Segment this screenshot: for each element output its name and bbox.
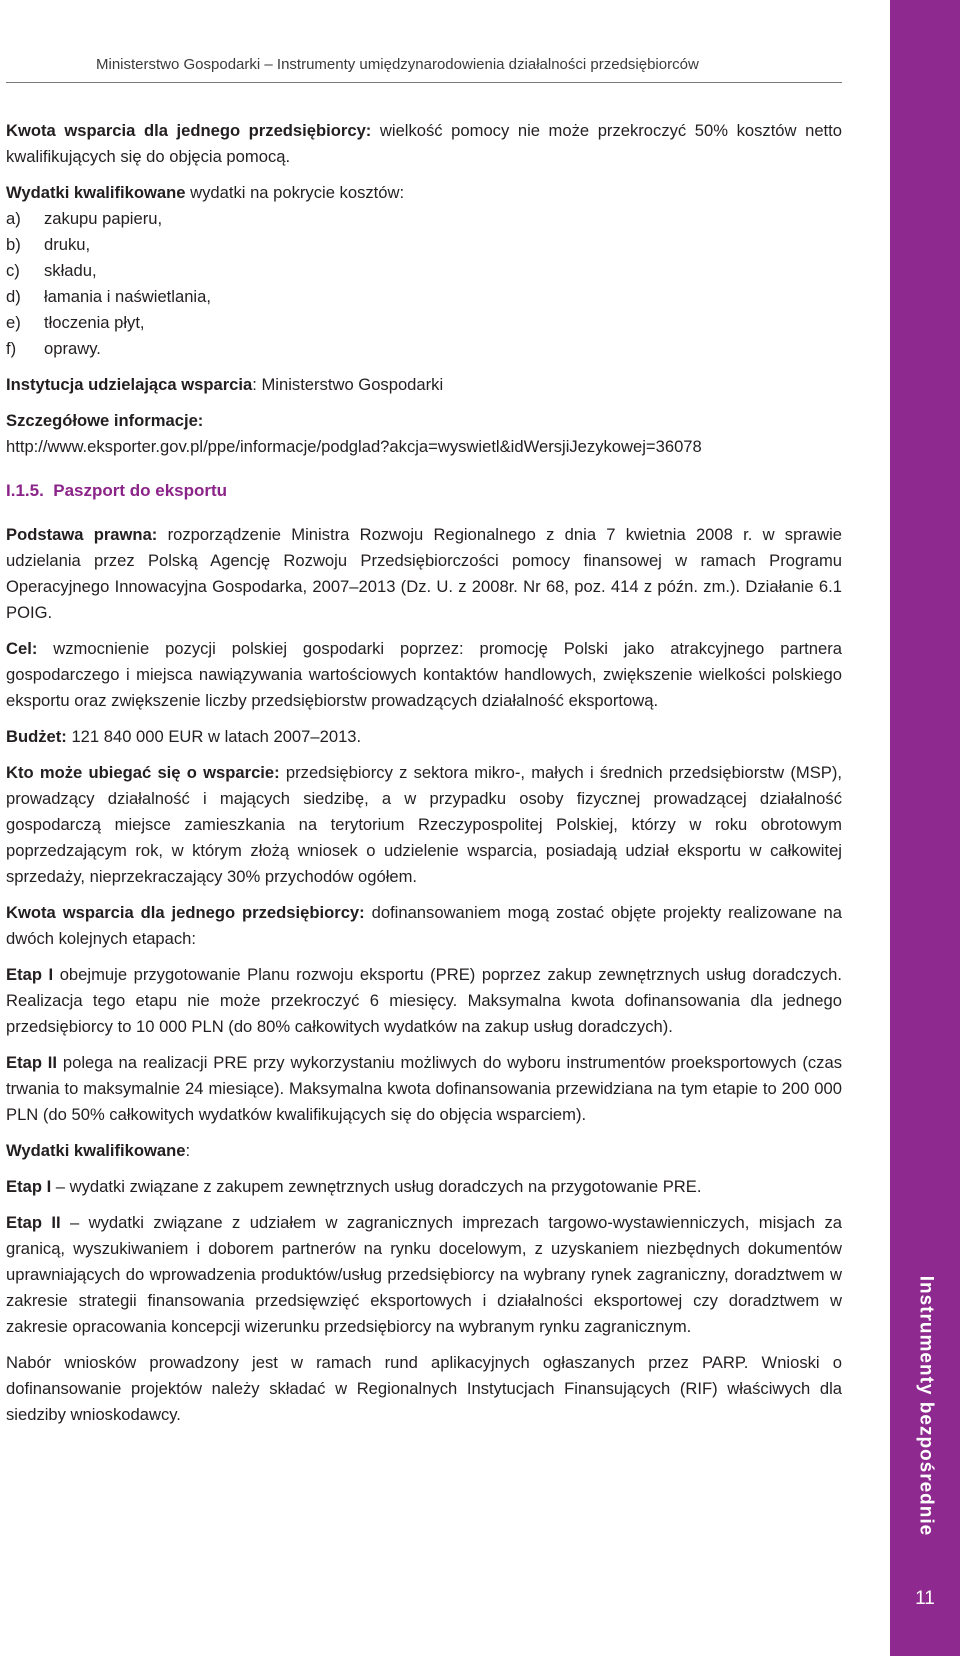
details-label: Szczegółowe informacje: (6, 411, 204, 430)
who-text: przedsiębiorcy z sektora mikro-, małych i średnich przedsiębiorstw (MSP), prowadzący działalność i mających siedzibę, a w przypadku osoby fizycznej prowadzącej działalność gospodarczą miejsce zamieszkania na terytorium Rzeczypospolitej Polskiej, którzy w roku obrotowym poprzedzającym rok, w którym złożą wniosek o udzielenie wsparcia, posiadają udział eksportu w całkowitej sprzedaży, nieprzekraczający 30% przychodów ogółem. (6, 763, 842, 886)
stage2-paragraph (6, 1050, 842, 1128)
list-item (6, 284, 842, 310)
list-text: tłoczenia płyt, (44, 313, 145, 332)
recruitment-paragraph: Nabór wniosków prowadzony jest w ramach rund aplikacyjnych ogłaszanych przez PARP. Wnioski o dofinansowanie projektów należy składać w Regionalnych Instytucjach Finansujących (RIF) właściwych dla siedziby wnioskodawcy. (6, 1353, 842, 1424)
section-number: I.1.5. (6, 481, 44, 500)
stage1-text: obejmuje przygotowanie Planu rozwoju eksportu (PRE) poprzez zakup zewnętrznych usług doradczych. Realizacja tego etapu nie może przekroczyć 6 miesięcy. Maksymalna kwota dofinansowania dla jednego przedsiębiorcy to 10 000 PLN (do 80% całkowitych wydatków na zakup usług doradczych). (6, 965, 842, 1036)
page-content (6, 118, 842, 1438)
stage2-label: Etap II (6, 1053, 58, 1072)
details-label-line (6, 408, 842, 434)
sidebar-title-wrap (890, 1256, 960, 1556)
e2-paragraph (6, 1210, 842, 1340)
eligible-text: wydatki na pokrycie kosztów: (185, 183, 405, 202)
list-text: łamania i naświetlania, (44, 287, 211, 306)
legal-label: Podstawa prawna: (6, 525, 158, 544)
running-header: Ministerstwo Gospodarki – Instrumenty umiędzynarodowienia działalności przedsiębiorców (96, 56, 699, 73)
eligibility-paragraph (6, 760, 842, 890)
eligible2-label: Wydatki kwalifikowane (6, 1141, 186, 1160)
list-text: składu, (44, 261, 97, 280)
list-text: oprawy. (44, 339, 101, 358)
list-marker: f) (6, 339, 17, 358)
list-item (6, 310, 842, 336)
e1-paragraph (6, 1174, 842, 1200)
institution-label: Instytucja udzielająca wsparcia (6, 375, 253, 394)
amount-label: Kwota wsparcia dla jednego przedsiębiorcy: (6, 121, 372, 140)
e1-text: – wydatki związane z zakupem zewnętrznych usług doradczych na przygotowanie PRE. (51, 1177, 702, 1196)
list-marker: d) (6, 287, 21, 306)
institution-text: : Ministerstwo Gospodarki (252, 375, 444, 394)
list-marker: b) (6, 235, 21, 254)
amount2-text: dofinansowaniem mogą zostać objęte projekty realizowane na dwóch kolejnych etapach: (6, 903, 842, 948)
e2-label: Etap II (6, 1213, 61, 1232)
who-label: Kto może ubiegać się o wsparcie: (6, 763, 280, 782)
list-text: druku, (44, 235, 91, 254)
section-heading (6, 478, 842, 504)
goal-paragraph (6, 636, 842, 714)
list-marker: e) (6, 313, 21, 332)
section-title: Paszport do eksportu (53, 481, 228, 500)
list-item (6, 258, 842, 284)
amount2-label: Kwota wsparcia dla jednego przedsiębiorcy: (6, 903, 365, 922)
e1-label: Etap I (6, 1177, 52, 1196)
details-url-link[interactable]: http://www.eksporter.gov.pl/ppe/informacje/podglad?akcja=wyswietl&idWersjiJezykowej=36078 (6, 437, 702, 456)
stage1-label: Etap I (6, 965, 54, 984)
e2-text: – wydatki związane z udziałem w zagranicznych imprezach targowo-wystawienniczych, misjach za granicą, wyszukiwaniem i doborem partnerów na rynku docelowym, z uzyskaniem niezbędnych dokumentów uprawniających do wprowadzenia produktów/usług przedsiębiorcy na wybrany rynek zagraniczny, doradztwem w zakresie strategii finansowania przedsięwzięć eksportowych i działalności eksportowej czy doradztwem w zakresie opracowania koncepcji wizerunku przedsiębiorcy na wybranym rynku zagranicznym. (6, 1213, 842, 1336)
header-rule (6, 82, 842, 83)
stage1-paragraph (6, 962, 842, 1040)
list-text: zakupu papieru, (44, 209, 163, 228)
legal-basis-paragraph (6, 522, 842, 626)
budget-label: Budżet: (6, 727, 67, 746)
institution-paragraph (6, 372, 842, 398)
list-marker: c) (6, 261, 20, 280)
stage2-text: polega na realizacji PRE przy wykorzystaniu możliwych do wyboru instrumentów proeksportowych (czas trwania to maksymalnie 24 miesiące). Maksymalna kwota dofinansowania przewidziana na tym etapie to 200 000 PLN (do 50% całkowitych wydatków kwalifikujących się do objęcia wsparciem). (6, 1053, 842, 1124)
list-item (6, 232, 842, 258)
amount2-paragraph (6, 900, 842, 952)
eligible-paragraph (6, 180, 842, 206)
goal-label: Cel: (6, 639, 38, 658)
sidebar-title: Instrumenty bezpośrednie (915, 1275, 936, 1537)
budget-text: 121 840 000 EUR w latach 2007–2013. (66, 727, 362, 746)
list-item (6, 336, 842, 362)
list-marker: a) (6, 209, 21, 228)
budget-paragraph (6, 724, 842, 750)
eligible2-text: : (185, 1141, 191, 1160)
eligible-label: Wydatki kwalifikowane (6, 183, 186, 202)
list-item (6, 206, 842, 232)
legal-text: rozporządzenie Ministra Rozwoju Regionalnego z dnia 7 kwietnia 2008 r. w sprawie udzielania przez Polską Agencję Rozwoju Przedsiębiorczości pomocy finansowej w ramach Programu Operacyjnego Innowacyjna Gospodarka, 2007–2013 (Dz. U. z 2008r. Nr 68, poz. 414 z późn. zm.). Działanie 6.1 POIG. (6, 525, 842, 622)
amount-paragraph (6, 118, 842, 170)
goal-text: wzmocnienie pozycji polskiej gospodarki poprzez: promocję Polski jako atrakcyjnego partnera gospodarczego i miejsca nawiązywania wartościowych kontaktów handlowych, zwiększenie wielkości polskiego eksportu oraz zwiększenie liczby przedsiębiorstw prowadzących działalność eksportową. (6, 639, 842, 710)
page-number: 11 (915, 1588, 935, 1609)
chapter-sidebar (890, 0, 960, 1656)
amount-text: wielkość pomocy nie może przekroczyć 50% kosztów netto kwalifikujących się do objęcia pomocą. (6, 121, 842, 166)
eligible-list (6, 206, 842, 362)
eligible2-paragraph (6, 1138, 842, 1164)
